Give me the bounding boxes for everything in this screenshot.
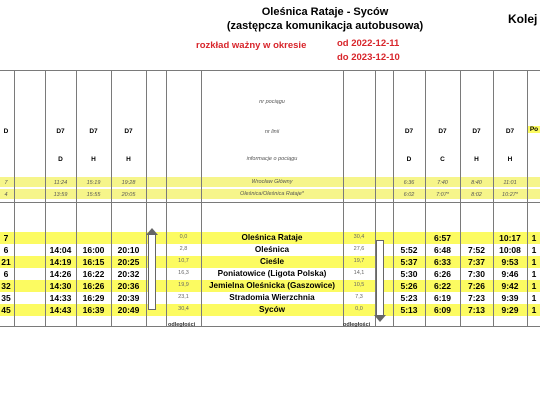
departure-time: 10:08	[499, 245, 521, 255]
departure-time: 16:15	[82, 257, 105, 267]
departure-time: 6:19	[433, 293, 451, 303]
distance-up: 19,7	[353, 258, 365, 264]
grid-line	[0, 326, 540, 327]
train-category: H	[126, 156, 131, 163]
station-name: Oleśnica Rataje	[241, 233, 303, 242]
hub-time: 13:59	[53, 192, 68, 198]
arrow-head-icon	[374, 315, 386, 322]
grid-line	[0, 70, 540, 71]
train-code: D7	[472, 128, 481, 135]
train-category: D	[58, 156, 63, 163]
departure-time: 6:09	[433, 305, 451, 315]
hub-time: 8:40	[471, 180, 482, 186]
departure-time: 6:57	[433, 233, 451, 243]
departure-time: 7:13	[467, 305, 485, 315]
departure-time: 14:43	[49, 305, 72, 315]
edge-time-cell: 1	[531, 245, 537, 255]
timetable-title: Oleśnica Rataje - Syców	[261, 6, 389, 18]
edge-hub-time: 7	[4, 180, 8, 186]
departure-time: 16:26	[82, 281, 105, 291]
train-category: D	[406, 156, 412, 163]
train-code: D7	[89, 128, 98, 135]
departure-time: 9:39	[501, 293, 519, 303]
hub-time: 11:01	[503, 180, 517, 186]
edge-time-cell: 1	[531, 233, 537, 243]
hub-time: 11:24	[53, 180, 68, 186]
edge-train-code: Po	[529, 126, 539, 133]
valid-from-date: od 2022-12-11	[337, 38, 400, 49]
grid-line	[146, 70, 147, 326]
hub-time: 6:36	[403, 180, 415, 186]
hub-time: 7:07*	[436, 192, 449, 198]
valid-to-date: do 2023-12-10	[337, 52, 400, 63]
departure-time: 14:26	[49, 269, 72, 279]
train-category: H	[91, 156, 96, 163]
distance-down: 23,1	[178, 294, 189, 300]
departure-time: 16:39	[82, 305, 105, 315]
departure-time: 7:23	[467, 293, 485, 303]
departure-time: 14:19	[49, 257, 72, 267]
edge-time-cell: 32	[1, 281, 11, 291]
distance-caption-left: odległości	[168, 322, 196, 328]
departure-time: 9:53	[501, 257, 519, 267]
departure-time: 9:29	[501, 305, 519, 315]
departure-time: 20:36	[117, 281, 140, 291]
hub-time: 8:02	[471, 192, 482, 198]
departure-time: 14:33	[49, 293, 72, 303]
departure-time: 9:42	[501, 281, 519, 291]
edge-time-cell: 1	[531, 269, 537, 279]
arrow-head-icon	[146, 228, 158, 235]
distance-down: 19,9	[178, 282, 189, 288]
hub-time: 6:02	[403, 192, 415, 198]
train-code: D7	[438, 128, 447, 135]
hub-time: 15:19	[86, 180, 101, 186]
down-direction-arrow	[148, 234, 156, 310]
station-name: Cieśle	[259, 257, 285, 266]
carrier-name-cropped: Kolej	[508, 12, 538, 26]
edge-time-cell: 6	[3, 245, 9, 255]
edge-time-cell: 1	[531, 257, 537, 267]
departure-time: 20:39	[117, 293, 140, 303]
train-category: C	[440, 156, 445, 163]
departure-time: 6:48	[433, 245, 451, 255]
timetable-subtitle: (zastępcza komunikacja autobusowa)	[226, 20, 424, 32]
line-number-label: nr linii	[264, 129, 280, 135]
train-category: H	[474, 156, 479, 163]
edge-time-cell: 21	[1, 257, 11, 267]
departure-time: 16:29	[82, 293, 105, 303]
distance-down: 2,8	[179, 246, 188, 252]
distance-up: 7,3	[355, 294, 363, 300]
departure-time: 5:37	[400, 257, 418, 267]
edge-time-cell: 7	[3, 233, 9, 243]
departure-time: 16:22	[82, 269, 105, 279]
edge-time-cell: 45	[1, 305, 11, 315]
departure-time: 7:30	[467, 269, 485, 279]
departure-time: 5:23	[400, 293, 418, 303]
departure-time: 7:37	[467, 257, 485, 267]
edge-hub-time: 4	[4, 192, 8, 198]
distance-up: 30,4	[353, 234, 365, 240]
hub-time: 20:05	[121, 192, 136, 198]
train-code: D7	[404, 128, 414, 135]
departure-time: 14:30	[49, 281, 72, 291]
distance-down: 30,4	[178, 306, 189, 312]
station-name: Syców	[259, 305, 285, 314]
station-name: Oleśnica	[254, 245, 290, 254]
hub-time: 10:27*	[502, 192, 518, 198]
departure-time: 20:49	[117, 305, 140, 315]
edge-time-cell: 1	[531, 281, 537, 291]
departure-time: 5:26	[400, 281, 418, 291]
distance-up: 10,5	[353, 282, 365, 288]
departure-time: 7:26	[467, 281, 485, 291]
train-info-label: informacje o pociągu	[246, 156, 298, 162]
edge-train-code: D	[3, 128, 9, 135]
departure-time: 6:26	[433, 269, 451, 279]
train-number-label: nr pociągu	[259, 99, 285, 105]
validity-label: rozkład ważny w okresie	[196, 40, 307, 51]
edge-time-cell: 35	[1, 293, 11, 303]
train-category: H	[507, 156, 513, 163]
hub-station-bottom: Oleśnica/Oleśnica Rataje*	[240, 191, 304, 197]
hub-time: 15:55	[86, 192, 101, 198]
departure-time: 6:33	[433, 257, 451, 267]
train-code: D7	[124, 128, 133, 135]
departure-time: 20:25	[117, 257, 140, 267]
departure-time: 14:04	[49, 245, 72, 255]
departure-time: 5:13	[400, 305, 418, 315]
edge-time-cell: 1	[531, 293, 537, 303]
edge-time-cell: 6	[3, 269, 9, 279]
hub-station-top: Wrocław Główny	[251, 179, 293, 185]
departure-time: 7:52	[467, 245, 485, 255]
departure-time: 20:32	[117, 269, 140, 279]
departure-time: 16:00	[82, 245, 105, 255]
edge-time-cell: 1	[531, 305, 537, 315]
distance-up: 27,6	[353, 246, 365, 252]
hub-time: 19:28	[121, 180, 136, 186]
distance-down: 10,7	[178, 258, 189, 264]
up-direction-arrow	[376, 240, 384, 316]
station-name: Jemielna Oleśnicka (Gaszowice)	[208, 281, 336, 290]
departure-time: 5:30	[400, 269, 418, 279]
distance-caption-right: odległości	[343, 322, 371, 328]
hub-time: 7:40	[437, 180, 448, 186]
distance-down: 0,0	[179, 234, 188, 240]
departure-time: 6:22	[433, 281, 451, 291]
train-code: D7	[505, 128, 515, 135]
departure-time: 5:52	[400, 245, 418, 255]
distance-up: 14,1	[353, 270, 365, 276]
grid-line	[0, 202, 540, 203]
distance-up: 0,0	[355, 306, 363, 312]
station-name: Poniatowice (Ligota Polska)	[217, 269, 327, 278]
departure-time: 20:10	[117, 245, 140, 255]
departure-time: 9:46	[501, 269, 519, 279]
train-code: D7	[56, 128, 65, 135]
station-name: Stradomia Wierzchnia	[229, 293, 315, 302]
distance-down: 16,3	[178, 270, 189, 276]
departure-time: 10:17	[499, 233, 521, 243]
